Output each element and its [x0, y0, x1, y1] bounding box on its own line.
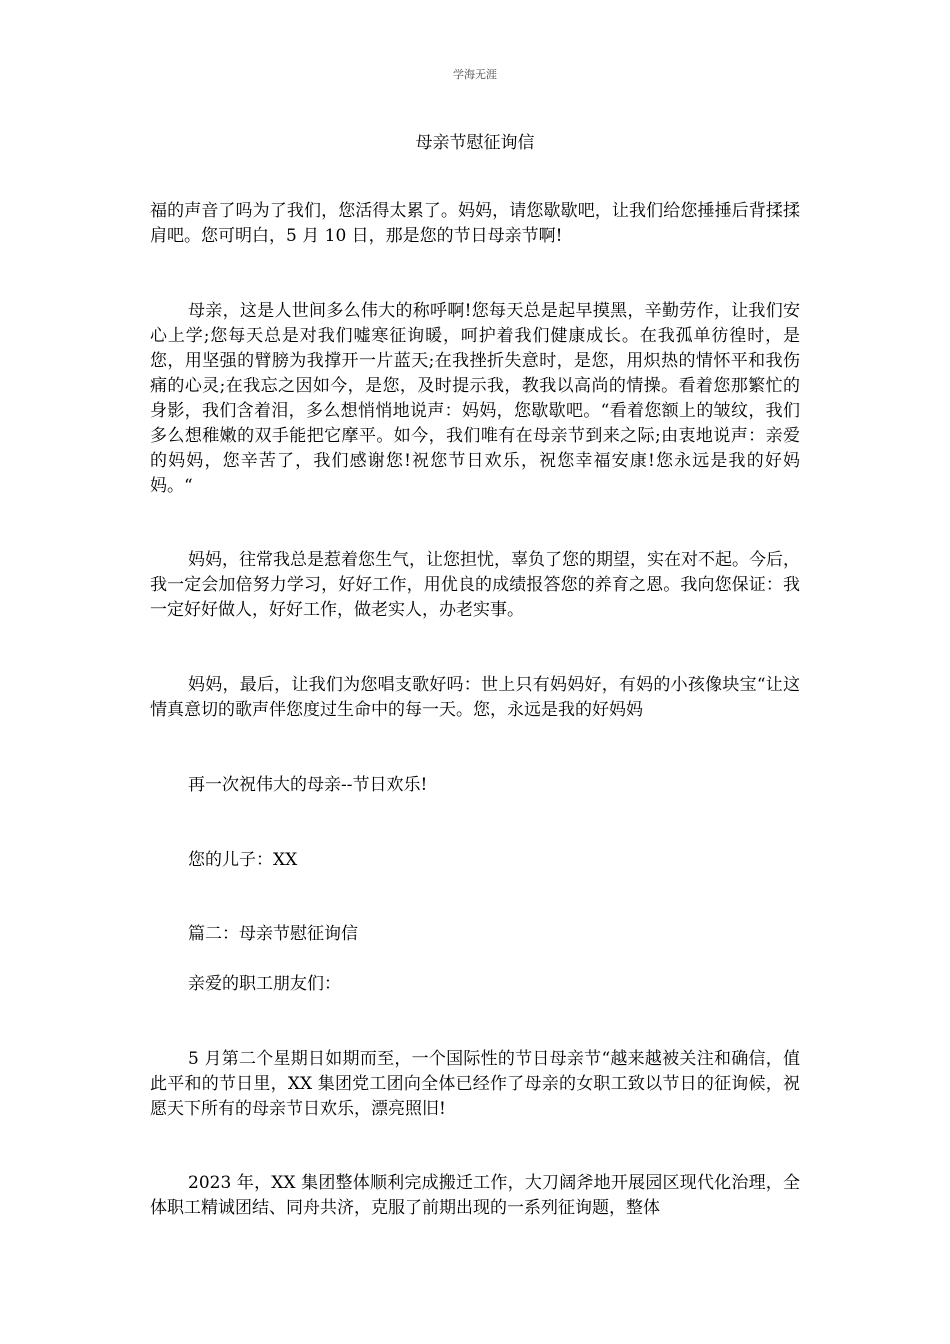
signature-line: 您的儿子：XX [188, 850, 298, 870]
paragraph-7: 2023 年，XX 集团整体顺利完成搬迁工作，大刀阔斧地开展园区现代化治理，全体职工精诚团结、同舟共济，克服了前期出现的一系列征询题，整体 [150, 1173, 800, 1218]
paragraph-3: 妈妈，往常我总是惹着您生气，让您担忧，辜负了您的期望，实在对不起。今后，我一定会加倍努力学习，好好工作，用优良的成绩报答您的养育之恩。我向您保证：我一定好好做人，好好工作，做老实人，办老实事。 [150, 550, 800, 620]
paragraph-4: 妈妈，最后，让我们为您唱支歌好吗：世上只有妈妈好，有妈的小孩像块宝“让这情真意切的歌声伴您度过生命中的每一天。您，永远是我的好妈妈 [150, 675, 800, 720]
paragraph-5: 再一次祝伟大的母亲--节日欢乐! [188, 775, 428, 795]
document-title: 母亲节慰征询信 [415, 133, 535, 153]
page-header: 学海无涯 [453, 68, 497, 81]
section-heading: 篇二：母亲节慰征询信 [188, 924, 358, 944]
paragraph-1: 福的声音了吗为了我们，您活得太累了。妈妈，请您歇歇吧，让我们给您捶捶后背揉揉肩吧。您可明白，5 月 10 日，那是您的节日母亲节啊! [150, 201, 800, 246]
paragraph-2: 母亲，这是人世间多么伟大的称呼啊!您每天总是起早摸黑，辛勤劳作，让我们安心上学;您每天总是对我们嘘寒征询暖，呵护着我们健康成长。在我孤单彷徨时，是您，用坚强的臂膀为我撑开一片蓝天;在我挫折失意时，是您，用炽热的情怀平和我伤痛的心灵;在我忘之因如今，是您，及时提示我，教我以高尚的情操。看着您那繁忙的身影，我们含着泪，多么想悄悄地说声：妈妈，您歇歇吧。“看着您额上的皱纹，我们多么想稚嫩的双手能把它摩平。如今，我们唯有在母亲节到来之际;由衷地说声：亲爱的妈妈，您辛苦了，我们感谢您!祝您节日欢乐，祝您幸福安康!您永远是我的好妈妈。“ [150, 301, 800, 496]
paragraph-6: 5 月第二个星期日如期而至，一个国际性的节日母亲节“越来越被关注和确信，值此平和的节日里，XX 集团党工团向全体已经作了母亲的女职工致以节日的征询候，祝愿天下所有的母亲节日欢乐，漂亮照旧! [150, 1049, 800, 1119]
salutation: 亲爱的职工朋友们： [188, 974, 341, 994]
